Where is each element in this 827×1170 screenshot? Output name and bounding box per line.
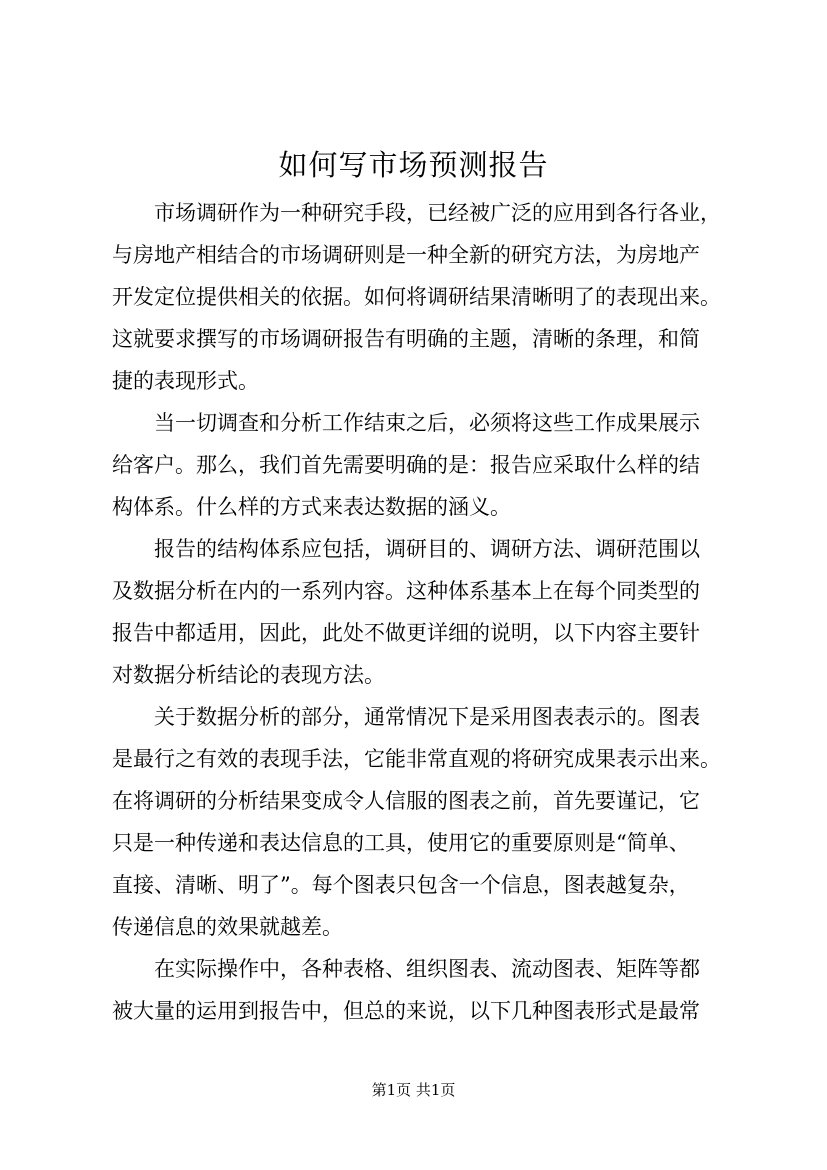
text-line: 只是一种传递和表达信息的工具，使用它的重要原则是“简单、: [112, 831, 690, 855]
text-line: 直接、清晰、明了”。每个图表只包含一个信息，图表越复杂，: [112, 873, 690, 897]
text-line: 报告中都适用，因此，此处不做更详细的说明，以下内容主要针: [112, 621, 700, 645]
text-line: 及数据分析在内的一系列内容。这种体系基本上在每个同类型的: [112, 579, 700, 603]
text-line: 在将调研的分析结果变成令人信服的图表之前，首先要谨记，它: [112, 789, 700, 813]
text-line: 对数据分析结论的表现方法。: [112, 663, 385, 687]
text-line: 开发定位提供相关的依据。如何将调研结果清晰明了的表现出来。: [112, 285, 721, 309]
text-line: 传递信息的效果就越差。: [112, 915, 343, 939]
text-line: 报告的结构体系应包括，调研目的、调研方法、调研范围以: [112, 537, 700, 561]
text-line: 市场调研作为一种研究手段，已经被广泛的应用到各行各业，: [112, 201, 721, 225]
text-line: 在实际操作中，各种表格、组织图表、流动图表、矩阵等都: [112, 957, 700, 981]
text-line: 关于数据分析的部分，通常情况下是采用图表表示的。图表: [112, 705, 700, 729]
text-line: 给客户。那么，我们首先需要明确的是：报告应采取什么样的结: [112, 453, 700, 477]
page-title: 如何写市场预测报告: [278, 148, 549, 182]
text-line: 与房地产相结合的市场调研则是一种全新的研究方法，为房地产: [112, 243, 700, 267]
text-line: 这就要求撰写的市场调研报告有明确的主题，清晰的条理，和简: [112, 327, 700, 351]
text-line: 被大量的运用到报告中，但总的来说，以下几种图表形式是最常: [112, 999, 700, 1023]
text-line: 捷的表现形式。: [112, 369, 259, 393]
text-line: 构体系。什么样的方式来表达数据的涵义。: [112, 495, 511, 519]
text-line: 是最行之有效的表现手法，它能非常直观的将研究成果表示出来。: [112, 747, 721, 771]
page-footer: 第1页 共1页: [371, 1081, 456, 1099]
text-line: 当一切调查和分析工作结束之后，必须将这些工作成果展示: [112, 411, 700, 435]
